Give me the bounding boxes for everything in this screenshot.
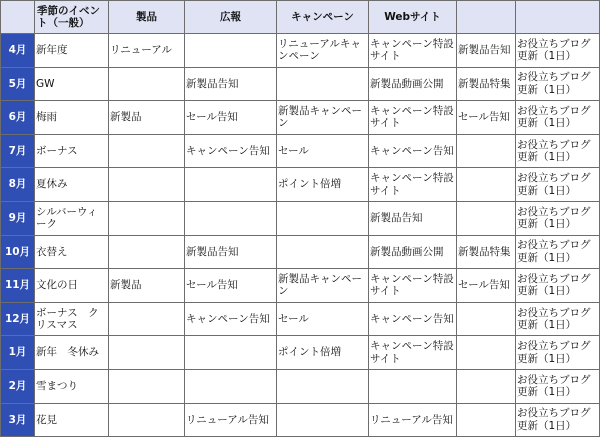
pr-cell: リニューアル告知 — [185, 403, 277, 437]
campaign-cell — [277, 403, 369, 437]
table-row — [1, 403, 600, 437]
campaign-cell — [277, 369, 369, 403]
product-cell: 新製品 — [109, 269, 185, 303]
table-row — [1, 336, 600, 370]
website-cell: リニューアル告知 — [369, 403, 457, 437]
extra-cell — [457, 201, 516, 235]
blog-cell: お役立ちブログ更新（1日） — [516, 302, 600, 336]
blog-cell: お役立ちブログ更新（1日） — [516, 201, 600, 235]
header-product: 製品 — [109, 1, 185, 34]
month-cell: 9月 — [1, 201, 35, 235]
website-cell: キャンペーン特設サイト — [369, 101, 457, 135]
header-blog — [516, 1, 600, 34]
blog-cell: お役立ちブログ更新（1日） — [516, 134, 600, 168]
extra-cell — [457, 369, 516, 403]
event-cell: 夏休み — [35, 168, 109, 202]
header-campaign: キャンペーン — [277, 1, 369, 34]
blog-cell: お役立ちブログ更新（1日） — [516, 101, 600, 135]
website-cell: キャンペーン特設サイト — [369, 168, 457, 202]
event-cell: 梅雨 — [35, 101, 109, 135]
website-cell: キャンペーン特設サイト — [369, 269, 457, 303]
month-cell: 6月 — [1, 101, 35, 135]
blog-cell: お役立ちブログ更新（1日） — [516, 168, 600, 202]
pr-cell — [185, 369, 277, 403]
website-cell: 新製品動画公開 — [369, 235, 457, 269]
website-cell — [369, 369, 457, 403]
month-cell: 4月 — [1, 34, 35, 68]
product-cell — [109, 201, 185, 235]
pr-cell: 新製品告知 — [185, 235, 277, 269]
blog-cell: お役立ちブログ更新（1日） — [516, 235, 600, 269]
campaign-cell: 新製品キャンペーン — [277, 269, 369, 303]
event-cell: 花見 — [35, 403, 109, 437]
month-cell: 11月 — [1, 269, 35, 303]
campaign-cell: セール — [277, 302, 369, 336]
campaign-cell — [277, 67, 369, 101]
header-month — [1, 1, 35, 34]
month-cell: 8月 — [1, 168, 35, 202]
month-cell: 5月 — [1, 67, 35, 101]
month-cell: 7月 — [1, 134, 35, 168]
campaign-cell: 新製品キャンペーン — [277, 101, 369, 135]
table-row — [1, 101, 600, 135]
table-row — [1, 134, 600, 168]
extra-cell — [457, 403, 516, 437]
pr-cell — [185, 34, 277, 68]
event-cell: ボーナス クリスマス — [35, 302, 109, 336]
event-cell: シルバーウィーク — [35, 201, 109, 235]
website-cell: 新製品動画公開 — [369, 67, 457, 101]
campaign-cell: ポイント倍増 — [277, 336, 369, 370]
table-row — [1, 34, 600, 68]
table-body — [1, 34, 600, 437]
product-cell — [109, 302, 185, 336]
event-cell: 新年度 — [35, 34, 109, 68]
extra-cell — [457, 168, 516, 202]
blog-cell: お役立ちブログ更新（1日） — [516, 34, 600, 68]
website-cell: 新製品告知 — [369, 201, 457, 235]
header-seasonal-event: 季節のイベント（一般） — [35, 1, 109, 34]
campaign-cell: セール — [277, 134, 369, 168]
event-cell: 衣替え — [35, 235, 109, 269]
campaign-cell: ポイント倍増 — [277, 168, 369, 202]
website-cell: キャンペーン特設サイト — [369, 336, 457, 370]
extra-cell — [457, 336, 516, 370]
event-cell: ボーナス — [35, 134, 109, 168]
pr-cell — [185, 168, 277, 202]
campaign-cell — [277, 201, 369, 235]
product-cell — [109, 67, 185, 101]
pr-cell: セール告知 — [185, 101, 277, 135]
extra-cell: 新製品告知 — [457, 34, 516, 68]
pr-cell: キャンペーン告知 — [185, 134, 277, 168]
table-row — [1, 201, 600, 235]
blog-cell: お役立ちブログ更新（1日） — [516, 369, 600, 403]
product-cell: リニューアル — [109, 34, 185, 68]
blog-cell: お役立ちブログ更新（1日） — [516, 336, 600, 370]
extra-cell: 新製品特集 — [457, 235, 516, 269]
header-pr: 広報 — [185, 1, 277, 34]
pr-cell: 新製品告知 — [185, 67, 277, 101]
product-cell: 新製品 — [109, 101, 185, 135]
table-row — [1, 269, 600, 303]
header-row — [1, 1, 600, 34]
extra-cell: セール告知 — [457, 101, 516, 135]
month-cell: 3月 — [1, 403, 35, 437]
product-cell — [109, 403, 185, 437]
website-cell: キャンペーン告知 — [369, 302, 457, 336]
month-cell: 12月 — [1, 302, 35, 336]
pr-cell — [185, 201, 277, 235]
event-cell: 文化の日 — [35, 269, 109, 303]
pr-cell — [185, 336, 277, 370]
extra-cell — [457, 134, 516, 168]
product-cell — [109, 369, 185, 403]
extra-cell — [457, 302, 516, 336]
website-cell: キャンペーン特設サイト — [369, 34, 457, 68]
product-cell — [109, 336, 185, 370]
campaign-cell — [277, 235, 369, 269]
pr-cell: セール告知 — [185, 269, 277, 303]
website-cell: キャンペーン告知 — [369, 134, 457, 168]
event-cell: 新年 冬休み — [35, 336, 109, 370]
blog-cell: お役立ちブログ更新（1日） — [516, 67, 600, 101]
event-cell: 雪まつり — [35, 369, 109, 403]
table-row — [1, 302, 600, 336]
blog-cell: お役立ちブログ更新（1日） — [516, 269, 600, 303]
table-row — [1, 369, 600, 403]
blog-cell: お役立ちブログ更新（1日） — [516, 403, 600, 437]
month-cell: 10月 — [1, 235, 35, 269]
extra-cell: セール告知 — [457, 269, 516, 303]
pr-cell: キャンペーン告知 — [185, 302, 277, 336]
header-website: Webサイト — [369, 1, 457, 34]
event-cell: GW — [35, 67, 109, 101]
extra-cell: 新製品特集 — [457, 67, 516, 101]
campaign-cell: リニューアルキャンペーン — [277, 34, 369, 68]
product-cell — [109, 235, 185, 269]
header-extra — [457, 1, 516, 34]
month-cell: 2月 — [1, 369, 35, 403]
table-row — [1, 67, 600, 101]
table-row — [1, 168, 600, 202]
product-cell — [109, 134, 185, 168]
month-cell: 1月 — [1, 336, 35, 370]
product-cell — [109, 168, 185, 202]
table-row — [1, 235, 600, 269]
